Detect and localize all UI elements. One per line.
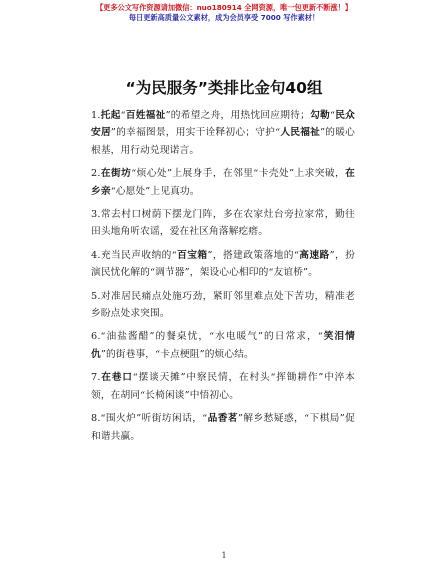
text-segment: ”的幸福图景，用实干诠释初心；守护“ xyxy=(110,127,281,139)
bold-phrase: 百姓福祉 xyxy=(125,110,166,121)
text-segment: 1. xyxy=(91,110,101,121)
paragraph-2 xyxy=(91,165,355,200)
paragraph-5 xyxy=(91,288,355,323)
page-title: “为民服务”类排比金句40组 xyxy=(125,79,323,97)
bold-phrase: 人民福祉 xyxy=(280,127,321,139)
text-segment: 2. xyxy=(91,168,101,180)
bold-phrase: 勾勒 xyxy=(309,110,330,121)
bold-phrase: 在街坊 xyxy=(100,168,132,180)
paragraph-3 xyxy=(91,206,355,241)
bold-phrase: 民众安居 xyxy=(91,110,355,139)
bold-phrase: 高速路 xyxy=(298,249,330,261)
text-segment: 6.“油盐酱醋”的餐桌忧，“水电暖气”的日常求，“ xyxy=(91,331,323,343)
promo-header-line2: 每日更新高质量公文素材，成为会员享受 7000 写作素材！ xyxy=(128,13,320,22)
text-segment: 8.“围火炉”听街坊闲话，“ xyxy=(91,413,208,425)
text-segment: ”的希望之舟，用热忱回应期待； xyxy=(165,110,310,121)
text-segment: “摆谈天摊”中察民情，在村头“挥锄耕作”中淬本领，在胡同“长椅闲谈”中悟初心。 xyxy=(91,372,356,401)
bold-phrase: 百宝箱 xyxy=(176,249,208,261)
text-segment: 5.对准居民痛点处施巧劲，紧盯邻里难点处下苦功，精准老乡盼点处求突围。 xyxy=(91,290,355,320)
bold-phrase: 托起 xyxy=(100,110,121,121)
paragraph-8 xyxy=(91,410,355,445)
bold-phrase: 品香茗 xyxy=(207,413,239,425)
text-segment: ”，搭建政策落地的“ xyxy=(207,249,299,261)
paragraph-1 xyxy=(91,107,355,159)
bold-phrase: 在乡亲 xyxy=(91,168,355,197)
text-segment: ”，扮演民忧化解的“调节器”，架设心心相印的“友谊桥”。 xyxy=(91,249,356,279)
text-segment: ”解乡愁疑惑，“下棋局”促和谐共赢。 xyxy=(91,413,356,442)
bold-phrase: 笑泪情仇 xyxy=(91,331,355,360)
text-segment: ”的暖心根基，用行动兑现诺言。 xyxy=(91,127,355,156)
text-segment: 4.充当民声收纳的“ xyxy=(91,249,177,261)
text-segment: “ xyxy=(329,110,336,121)
page-number: 1 xyxy=(221,551,227,560)
text-segment: “烦心处”上展身手，在邻里“卡壳处”上求突破， xyxy=(131,168,346,180)
paragraph-6 xyxy=(91,328,355,363)
bold-phrase: 在巷口 xyxy=(100,372,133,384)
text-segment: 3.常去村口树荫下摆龙门阵，多在农家灶台旁拉家常，勤往田头地角听农谣，爱在社区角落解疙瘩。 xyxy=(91,209,355,238)
promo-header xyxy=(0,3,448,23)
paragraph-4 xyxy=(91,247,355,282)
text-segment: 7. xyxy=(91,372,101,384)
promo-header-line1: 【更多公文写作资源请加微信：nuo180914 全网资源，唯一包更新不断涨！】 xyxy=(95,3,353,12)
document-body xyxy=(91,107,355,451)
paragraph-7 xyxy=(91,369,355,404)
text-segment: ”的街巷事，“卡点梗阻”的烦心结。 xyxy=(100,348,254,360)
text-segment: “ xyxy=(120,110,126,121)
text-segment: “心愿处”上见真功。 xyxy=(110,185,200,197)
